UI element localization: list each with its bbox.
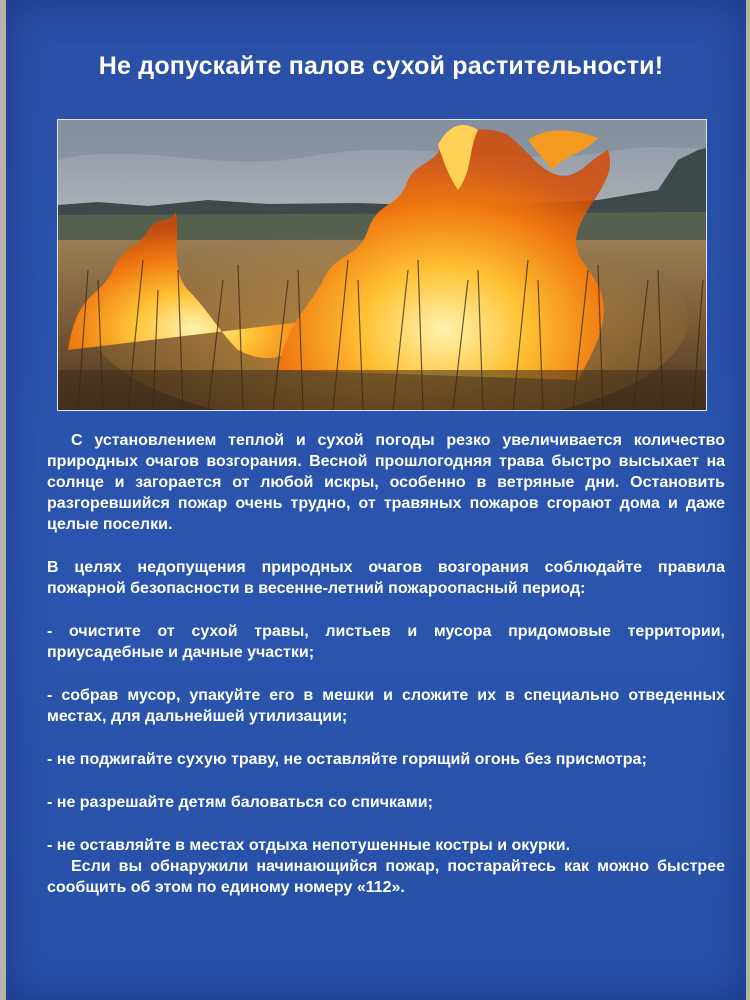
- poster-title: Не допускайте палов сухой растительности!: [98, 52, 664, 80]
- rule-item-5: - не оставляйте в местах отдыха непотушенные костры и окурки.: [47, 837, 571, 854]
- rule-item-1: - очистите от сухой травы, листьев и мусора придомовые территории, приусадебные и дачные участки;: [47, 623, 725, 661]
- rule-item-3: - не поджигайте сухую траву, не оставляйте горящий огонь без присмотра;: [47, 751, 647, 768]
- rule-item-2: - собрав мусор, упакуйте его в мешки и сложите их в специально отведенных местах, для дальнейшей утилизации;: [47, 687, 725, 725]
- grass-fire-image: [57, 119, 707, 411]
- rules-lead-paragraph: В целях недопущения природных очагов возгорания соблюдайте правила пожарной безопасности в весенне-летний пожароопасный период:: [47, 559, 725, 597]
- intro-paragraph: С установлением теплой и сухой погоды резко увеличивается количество природных очагов возгорания. Весной прошлогодняя трава быстро высыхает на солнце и загорается от любой искры, особенно в ветряные дни. Остановить разгоревшийся пожар очень трудно, от травяных пожаров сгорают дома и даже целые поселки.: [47, 432, 725, 533]
- body-text: [47, 430, 725, 898]
- poster: [6, 0, 746, 1000]
- closing-paragraph: Если вы обнаружили начинающийся пожар, постарайтесь как можно быстрее сообщить об этом по единому номеру «112».: [47, 858, 725, 896]
- grass-fire-illustration: [58, 120, 706, 410]
- rule-item-4: - не разрешайте детям баловаться со спичками;: [47, 794, 433, 811]
